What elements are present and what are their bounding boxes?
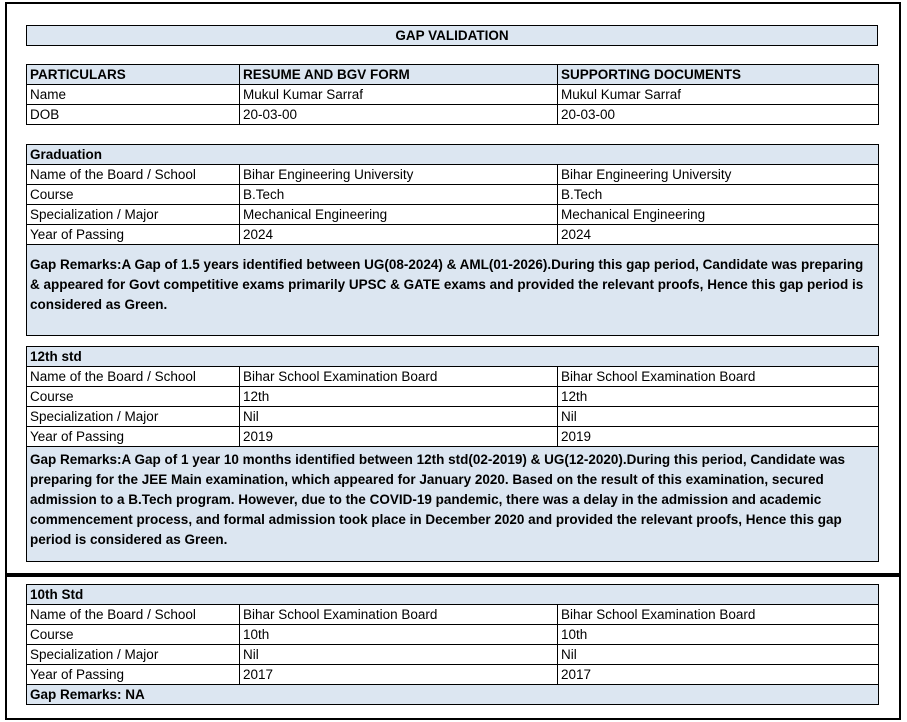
section-heading-12th: 12th std: [27, 347, 879, 367]
row-label: Year of Passing: [27, 427, 240, 447]
row-label: Specialization / Major: [27, 645, 240, 665]
row-resume-value: 20-03-00: [240, 105, 558, 125]
page-title: GAP VALIDATION: [27, 26, 878, 46]
row-docs-value: 2019: [558, 427, 879, 447]
table-row: [27, 645, 879, 665]
graduation-table: [26, 144, 879, 336]
row-docs-value: Bihar Engineering University: [558, 165, 879, 185]
table-row: [27, 387, 879, 407]
row-docs-value: 2017: [558, 665, 879, 685]
header-supporting: SUPPORTING DOCUMENTS: [558, 65, 879, 85]
row-resume-value: Bihar Engineering University: [240, 165, 558, 185]
gap-remarks-graduation: Gap Remarks:A Gap of 1.5 years identified between UG(08-2024) & AML(01-2026).During this gap period, Candidate was preparing & appeared for Govt competitive exams primarily UPSC & GATE exams and provided the relevant proofs, Hence this gap period is considered as Green.: [27, 245, 879, 336]
row-label: Specialization / Major: [27, 407, 240, 427]
table-row: [27, 407, 879, 427]
row-docs-value: Nil: [558, 407, 879, 427]
row-resume-value: Bihar School Examination Board: [240, 605, 558, 625]
table-row: [27, 185, 879, 205]
row-label: Course: [27, 387, 240, 407]
row-docs-value: Mukul Kumar Sarraf: [558, 85, 879, 105]
row-docs-value: Nil: [558, 645, 879, 665]
row-resume-value: B.Tech: [240, 185, 558, 205]
table-row: [27, 105, 879, 125]
row-resume-value: 2017: [240, 665, 558, 685]
row-resume-value: Mukul Kumar Sarraf: [240, 85, 558, 105]
row-label: Course: [27, 625, 240, 645]
table-row: [27, 605, 879, 625]
row-label: Year of Passing: [27, 665, 240, 685]
table-row: [27, 225, 879, 245]
row-resume-value: Mechanical Engineering: [240, 205, 558, 225]
row-docs-value: 20-03-00: [558, 105, 879, 125]
section-heading-10th: 10th Std: [27, 585, 879, 605]
row-docs-value: Mechanical Engineering: [558, 205, 879, 225]
row-label: DOB: [27, 105, 240, 125]
row-docs-value: B.Tech: [558, 185, 879, 205]
row-resume-value: 12th: [240, 387, 558, 407]
row-resume-value: 2019: [240, 427, 558, 447]
row-label: Year of Passing: [27, 225, 240, 245]
gap-remarks-12th: Gap Remarks:A Gap of 1 year 10 months identified between 12th std(02-2019) & UG(12-2020).During this period, Candidate was preparing for the JEE Main examination, which appeared for January 2020. Based on the result of this examination, secured admission to a B.Tech program. However, due to the COVID-19 pandemic, there was a delay in the admission and academic commencement process, and formal admission took place in December 2020 and provided the relevant proofs, Hence this gap period is considered as Green.: [27, 447, 879, 562]
header-row: [27, 65, 879, 85]
row-resume-value: Nil: [240, 645, 558, 665]
tenth-table: [26, 584, 879, 705]
row-docs-value: Bihar School Examination Board: [558, 605, 879, 625]
row-docs-value: 2024: [558, 225, 879, 245]
table-row: [27, 367, 879, 387]
table-row: [27, 165, 879, 185]
row-docs-value: 10th: [558, 625, 879, 645]
row-label: Name: [27, 85, 240, 105]
table-row: [27, 427, 879, 447]
row-label: Course: [27, 185, 240, 205]
table-row: [27, 205, 879, 225]
table-row: [27, 625, 879, 645]
gap-remarks-10th: Gap Remarks: NA: [27, 685, 879, 705]
row-label: Name of the Board / School: [27, 165, 240, 185]
row-docs-value: Bihar School Examination Board: [558, 367, 879, 387]
header-particulars: PARTICULARS: [27, 65, 240, 85]
section-heading-graduation: Graduation: [27, 145, 879, 165]
table-row: [27, 85, 879, 105]
twelfth-table: [26, 346, 879, 562]
title-table: [26, 25, 878, 46]
row-resume-value: Bihar School Examination Board: [240, 367, 558, 387]
row-label: Name of the Board / School: [27, 605, 240, 625]
particulars-table: [26, 64, 879, 125]
row-label: Specialization / Major: [27, 205, 240, 225]
row-resume-value: 10th: [240, 625, 558, 645]
row-resume-value: 2024: [240, 225, 558, 245]
row-resume-value: Nil: [240, 407, 558, 427]
row-docs-value: 12th: [558, 387, 879, 407]
table-row: [27, 665, 879, 685]
row-label: Name of the Board / School: [27, 367, 240, 387]
header-resume: RESUME AND BGV FORM: [240, 65, 558, 85]
